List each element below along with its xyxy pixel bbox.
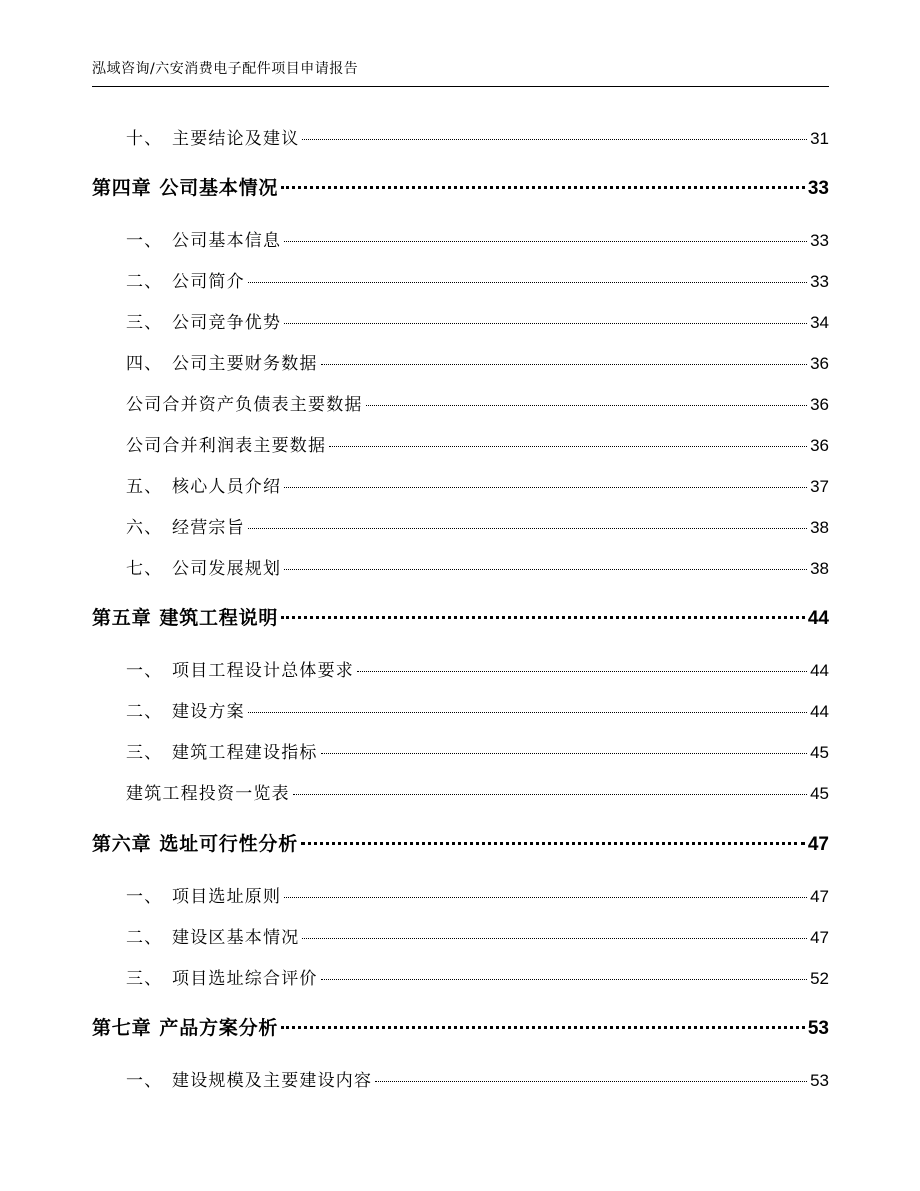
toc-entry-number: 七、: [126, 559, 163, 579]
toc-entry[interactable]: [126, 1066, 829, 1091]
dot-leader: [284, 487, 807, 488]
toc-entry-page: 45: [810, 743, 829, 762]
dot-leader: [321, 979, 807, 980]
toc-entry-page: 44: [810, 661, 829, 680]
toc-entry-page: 36: [810, 395, 829, 414]
toc-entry-number: 三、: [126, 969, 163, 989]
toc-entry[interactable]: [126, 226, 829, 251]
toc-entry-page: 37: [810, 477, 829, 496]
dot-leader: [366, 405, 807, 406]
toc-entry[interactable]: [126, 472, 829, 497]
dot-leader: [293, 794, 807, 795]
toc-entry-title: 公司主要财务数据: [172, 354, 318, 374]
toc-entry-number: 一、: [126, 661, 163, 681]
toc-entry-page: 33: [810, 272, 829, 291]
toc-chapter-page: 33: [807, 178, 829, 199]
dot-leader: [248, 282, 807, 283]
toc-entry-number: 一、: [126, 231, 163, 251]
toc-chapter-page: 47: [807, 834, 829, 855]
dot-leader: [281, 186, 805, 189]
toc-entry-title: 公司竞争优势: [172, 313, 282, 333]
toc-entry[interactable]: [126, 124, 829, 149]
toc-entry-title: 经营宗旨: [172, 518, 245, 538]
dot-leader: [284, 897, 807, 898]
toc-entry-page: 31: [810, 129, 829, 148]
toc-entry-number: 五、: [126, 477, 163, 497]
dot-leader: [302, 139, 807, 140]
toc-entry-number: 二、: [126, 928, 163, 948]
toc-chapter-title: 选址可行性分析: [159, 833, 299, 855]
dot-leader: [321, 753, 807, 754]
toc-chapter[interactable]: [92, 829, 829, 856]
dot-leader: [301, 842, 805, 845]
toc-entry[interactable]: [126, 882, 829, 907]
toc-entry[interactable]: [126, 349, 829, 374]
toc-chapter[interactable]: [92, 1013, 829, 1040]
toc-entry-title: 公司发展规划: [172, 559, 282, 579]
toc-entry-number: 四、: [126, 354, 163, 374]
header-rule: [92, 86, 829, 87]
toc-entry[interactable]: [126, 513, 829, 538]
toc-entry-page: 36: [810, 354, 829, 373]
running-header: 泓域咨询/六安消费电子配件项目申请报告: [92, 61, 359, 77]
dot-leader: [281, 616, 805, 619]
toc-entry[interactable]: [126, 738, 829, 763]
toc-chapter-number: 第七章: [92, 1017, 152, 1039]
toc-entry[interactable]: [126, 431, 829, 456]
toc-entry-number: 二、: [126, 702, 163, 722]
toc-entry-page: 47: [810, 928, 829, 947]
toc-entry-number: 十、: [126, 129, 163, 149]
toc-entry-page: 47: [810, 887, 829, 906]
toc-entry[interactable]: [126, 779, 829, 804]
toc-entry-title: 项目工程设计总体要求: [172, 661, 354, 681]
toc-entry[interactable]: [126, 308, 829, 333]
toc-entry-page: 33: [810, 231, 829, 250]
toc-chapter-title: 公司基本情况: [159, 177, 279, 199]
toc-entry-title: 建设方案: [172, 702, 245, 722]
toc-entry-title: 公司基本信息: [172, 231, 282, 251]
toc-entry-title: 核心人员介绍: [172, 477, 282, 497]
toc-entry-page: 38: [810, 559, 829, 578]
dot-leader: [281, 1026, 805, 1029]
toc-chapter-title: 产品方案分析: [159, 1017, 279, 1039]
dot-leader: [248, 528, 807, 529]
toc-chapter[interactable]: [92, 603, 829, 630]
toc-entry-page: 38: [810, 518, 829, 537]
toc-entry-title: 建设规模及主要建设内容: [172, 1071, 373, 1091]
toc-entry-title: 公司合并利润表主要数据: [126, 436, 327, 456]
toc-entry-title: 主要结论及建议: [172, 129, 300, 149]
dot-leader: [302, 938, 807, 939]
dot-leader: [375, 1081, 807, 1082]
dot-leader: [284, 323, 807, 324]
toc-chapter-number: 第四章: [92, 177, 152, 199]
toc-entry-number: 六、: [126, 518, 163, 538]
toc-entry-page: 34: [810, 313, 829, 332]
toc-entry-page: 53: [810, 1071, 829, 1090]
toc-entry-title: 公司合并资产负债表主要数据: [126, 395, 363, 415]
toc-entry[interactable]: [126, 923, 829, 948]
toc-entry-title: 公司简介: [172, 272, 245, 292]
dot-leader: [284, 569, 807, 570]
toc-entry-page: 36: [810, 436, 829, 455]
dot-leader: [248, 712, 807, 713]
toc-entry[interactable]: [126, 964, 829, 989]
toc-entry-number: 三、: [126, 743, 163, 763]
dot-leader: [321, 364, 807, 365]
toc-entry[interactable]: [126, 390, 829, 415]
toc-entry-title: 建筑工程投资一览表: [126, 784, 290, 804]
toc-chapter-title: 建筑工程说明: [159, 607, 279, 629]
toc-chapter-page: 44: [807, 608, 829, 629]
toc-entry-title: 项目选址原则: [172, 887, 282, 907]
dot-leader: [284, 241, 807, 242]
toc-entry[interactable]: [126, 267, 829, 292]
toc-entry-page: 44: [810, 702, 829, 721]
toc-entry-page: 52: [810, 969, 829, 988]
toc-chapter-number: 第六章: [92, 833, 152, 855]
toc-entry-number: 一、: [126, 887, 163, 907]
toc-chapter-page: 53: [807, 1018, 829, 1039]
toc-chapter-number: 第五章: [92, 607, 152, 629]
dot-leader: [357, 671, 807, 672]
toc-entry-page: 45: [810, 784, 829, 803]
toc-entry[interactable]: [126, 656, 829, 681]
toc-entry-number: 一、: [126, 1071, 163, 1091]
toc-entry[interactable]: [126, 697, 829, 722]
toc-chapter[interactable]: [92, 173, 829, 200]
toc-entry-title: 建筑工程建设指标: [172, 743, 318, 763]
toc-entry-number: 三、: [126, 313, 163, 333]
toc-entry-number: 二、: [126, 272, 163, 292]
toc-entry[interactable]: [126, 554, 829, 579]
dot-leader: [329, 446, 807, 447]
toc-entry-title: 项目选址综合评价: [172, 969, 318, 989]
toc-entry-title: 建设区基本情况: [172, 928, 300, 948]
